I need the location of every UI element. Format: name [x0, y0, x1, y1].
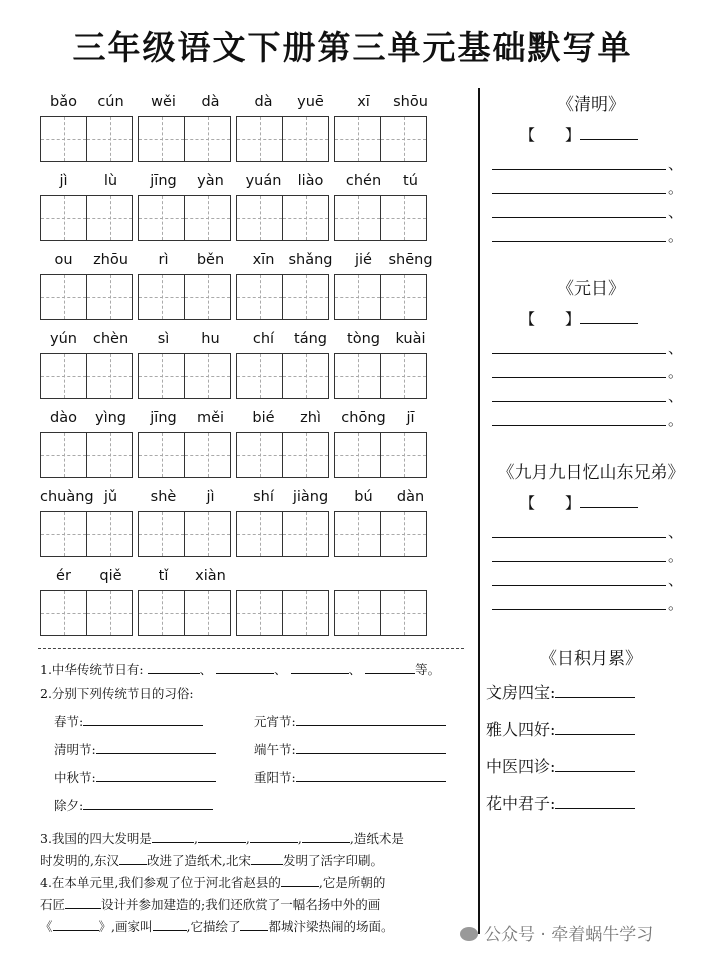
answer-blank[interactable]: [148, 660, 200, 674]
poem-column: [486, 88, 696, 822]
writing-box[interactable]: [40, 590, 87, 636]
pinyin-syllable: táng: [294, 331, 327, 347]
questions-section: [40, 660, 470, 938]
verse-line[interactable]: 。: [486, 174, 696, 198]
word-box-pair: [40, 195, 133, 241]
pinyin-syllable: tǐ: [158, 568, 169, 584]
writing-box[interactable]: [236, 353, 283, 399]
festival-item: 春节:: [54, 712, 203, 740]
writing-box[interactable]: [236, 590, 283, 636]
answer-blank[interactable]: [365, 660, 415, 674]
writing-box[interactable]: [236, 274, 283, 320]
writing-box[interactable]: [236, 432, 283, 478]
writing-box[interactable]: [380, 353, 427, 399]
pinyin-syllable: chōng: [341, 410, 386, 426]
word-box-pair: [236, 195, 329, 241]
author-line: 【 】: [520, 304, 696, 334]
pinyin-syllable: zhōu: [93, 252, 128, 268]
pinyin-syllable: dàn: [396, 489, 425, 505]
pinyin-row: [40, 252, 440, 331]
word-box-pair: [236, 511, 329, 557]
word-box-pair: [138, 116, 231, 162]
pinyin-syllable: jié: [355, 252, 372, 268]
pinyin-syllable: tú: [403, 173, 418, 189]
writing-box[interactable]: [40, 195, 87, 241]
pinyin-row: [40, 568, 440, 647]
writing-box[interactable]: [380, 432, 427, 478]
verse-line[interactable]: 、: [486, 334, 696, 358]
writing-box[interactable]: [282, 195, 329, 241]
writing-box[interactable]: [282, 511, 329, 557]
writing-box[interactable]: [334, 511, 381, 557]
pinyin-syllable: yàn: [197, 173, 224, 189]
pinyin-syllable: [287, 568, 334, 588]
pinyin-syllable: xī: [357, 94, 370, 110]
pinyin-syllable: ér: [56, 568, 71, 584]
pinyin-syllable: [340, 568, 387, 588]
writing-box[interactable]: [380, 116, 427, 162]
word-box-pair: [40, 353, 133, 399]
author-line: 【 】: [520, 120, 696, 150]
word-box-pair: [138, 274, 231, 320]
verse-line[interactable]: 。: [486, 222, 696, 246]
answer-blank[interactable]: [216, 660, 274, 674]
writing-box[interactable]: [184, 195, 231, 241]
writing-box[interactable]: [138, 511, 185, 557]
pinyin-syllable: měi: [196, 410, 225, 426]
writing-box[interactable]: [184, 353, 231, 399]
word-box-pair: [236, 116, 329, 162]
word-box-pair: [40, 590, 133, 636]
pinyin-syllable: jīng: [150, 173, 177, 189]
word-box-pair: [40, 511, 133, 557]
word-box-pair: [334, 274, 427, 320]
pinyin-syllable: chí: [252, 331, 275, 347]
pinyin-syllable: jīng: [150, 410, 177, 426]
accumulation-item: 文房四宝:: [486, 674, 696, 711]
writing-box[interactable]: [184, 274, 231, 320]
pinyin-syllable: zhì: [300, 410, 321, 426]
poem-jiuyuejiuri: [486, 458, 696, 614]
word-box-pair: [334, 432, 427, 478]
pinyin-syllable: shè: [150, 489, 177, 505]
writing-box[interactable]: [40, 511, 87, 557]
pinyin-syllable: chén: [345, 173, 382, 189]
pinyin-syllable: kuài: [395, 331, 426, 347]
word-box-pair: [334, 590, 427, 636]
pinyin-syllable: jì: [206, 489, 215, 505]
verse-line[interactable]: 、: [486, 150, 696, 174]
writing-box[interactable]: [40, 432, 87, 478]
writing-box[interactable]: [184, 590, 231, 636]
writing-box[interactable]: [86, 274, 133, 320]
word-box-pair: [40, 116, 133, 162]
question-3: 3.我国的四大发明是 , , , ,造纸术是 时发明的,东汉 改进了造纸术,北宋 发明了活字印刷。: [40, 831, 404, 868]
word-box-pair: [40, 432, 133, 478]
daily-accumulation: [486, 644, 696, 822]
pinyin-syllable: bǎo: [50, 94, 77, 110]
pinyin-syllable: chèn: [92, 331, 129, 347]
accumulation-title: 《日积月累》: [540, 649, 642, 669]
writing-box[interactable]: [138, 116, 185, 162]
pinyin-syllable: sì: [157, 331, 170, 347]
pinyin-row: [40, 489, 440, 568]
word-box-pair: [334, 511, 427, 557]
accumulation-item: 花中君子:: [486, 785, 696, 822]
word-box-pair: [236, 274, 329, 320]
pinyin-syllable: dào: [50, 410, 77, 426]
writing-box[interactable]: [236, 511, 283, 557]
word-box-pair: [334, 116, 427, 162]
verse-line[interactable]: 、: [486, 518, 696, 542]
pinyin-syllable: shōu: [393, 94, 428, 110]
poem-qingming: [486, 90, 696, 246]
festival-customs: [54, 708, 470, 824]
pinyin-grid: [40, 94, 440, 647]
writing-box[interactable]: [282, 432, 329, 478]
pinyin-syllable: běn: [196, 252, 225, 268]
poem-title: 《九月九日忆山东兄弟》: [497, 463, 685, 483]
writing-box[interactable]: [184, 116, 231, 162]
writing-box[interactable]: [334, 274, 381, 320]
festival-item: 重阳节:: [254, 768, 446, 796]
writing-box[interactable]: [334, 590, 381, 636]
writing-box[interactable]: [184, 432, 231, 478]
pinyin-syllable: cún: [97, 94, 124, 110]
accumulation-item: 中医四诊:: [486, 748, 696, 785]
writing-box[interactable]: [40, 116, 87, 162]
writing-box[interactable]: [334, 116, 381, 162]
pinyin-syllable: [387, 568, 434, 588]
poem-title: 《清明》: [557, 95, 625, 115]
writing-box[interactable]: [86, 590, 133, 636]
wechat-icon: [460, 927, 478, 941]
page-title: 三年级语文下册第三单元基础默写单: [72, 28, 633, 67]
poem-yuanri: [486, 274, 696, 430]
pinyin-row: [40, 331, 440, 410]
pinyin-syllable: jī: [406, 410, 415, 426]
pinyin-syllable: wěi: [151, 94, 176, 110]
writing-box[interactable]: [282, 353, 329, 399]
pinyin-syllable: jiàng: [292, 489, 329, 505]
pinyin-row: [40, 410, 440, 489]
pinyin-syllable: [240, 568, 287, 588]
word-box-pair: [236, 590, 329, 636]
writing-box[interactable]: [334, 432, 381, 478]
word-box-pair: [334, 353, 427, 399]
pinyin-row: [40, 173, 440, 252]
word-box-pair: [138, 432, 231, 478]
pinyin-syllable: chuàng: [40, 489, 94, 505]
pinyin-syllable: lù: [103, 173, 118, 189]
festival-item: 除夕:: [54, 796, 213, 824]
verse-line[interactable]: 。: [486, 406, 696, 430]
writing-box[interactable]: [282, 116, 329, 162]
writing-box[interactable]: [40, 274, 87, 320]
pinyin-syllable: shí: [253, 489, 274, 505]
verse-line[interactable]: 、: [486, 566, 696, 590]
pinyin-syllable: shēng: [388, 252, 433, 268]
festival-item: 中秋节:: [54, 768, 216, 796]
verse-line[interactable]: 。: [486, 542, 696, 566]
writing-box[interactable]: [40, 353, 87, 399]
verse-line[interactable]: 、: [486, 198, 696, 222]
pinyin-syllable: hu: [201, 331, 220, 347]
pinyin-syllable: jǔ: [103, 489, 118, 505]
pinyin-syllable: dà: [201, 94, 220, 110]
verse-line[interactable]: 、: [486, 382, 696, 406]
writing-box[interactable]: [282, 274, 329, 320]
verse-line[interactable]: 。: [486, 358, 696, 382]
festival-item: 元宵节:: [254, 712, 446, 740]
dashed-divider: [38, 648, 464, 649]
writing-box[interactable]: [334, 353, 381, 399]
writing-box[interactable]: [236, 195, 283, 241]
pinyin-syllable: dà: [254, 94, 273, 110]
writing-box[interactable]: [380, 590, 427, 636]
watermark: 公众号 · 牵着蜗牛学习: [460, 920, 653, 945]
writing-box[interactable]: [138, 432, 185, 478]
question-4: 4.在本单元里,我们参观了位于河北省赵县的 ,它是所朝的 石匠 设计并参加建造的;我们还欣赏了一幅名扬中外的画 《 》,画家叫 ,它描绘了 都城汴梁热闹的场面。: [40, 875, 394, 934]
word-box-pair: [138, 195, 231, 241]
festival-item: 清明节:: [54, 740, 216, 768]
pinyin-syllable: yuán: [245, 173, 282, 189]
pinyin-syllable: bié: [252, 410, 275, 426]
pinyin-syllable: liào: [297, 173, 324, 189]
accumulation-item: 雅人四好:: [486, 711, 696, 748]
writing-box[interactable]: [184, 511, 231, 557]
word-box-pair: [236, 353, 329, 399]
word-box-pair: [138, 353, 231, 399]
word-box-pair: [40, 274, 133, 320]
question-2: 2.分别下列传统节日的习俗:: [40, 686, 194, 701]
writing-box[interactable]: [236, 116, 283, 162]
vertical-divider: [478, 88, 480, 934]
author-line: 【 】: [520, 488, 696, 518]
poem-title: 《元日》: [557, 279, 625, 299]
writing-box[interactable]: [86, 353, 133, 399]
writing-box[interactable]: [334, 195, 381, 241]
word-box-pair: [334, 195, 427, 241]
festival-item: 端午节:: [254, 740, 446, 768]
writing-box[interactable]: [138, 353, 185, 399]
writing-box[interactable]: [138, 274, 185, 320]
pinyin-syllable: xīn: [252, 252, 275, 268]
writing-box[interactable]: [86, 432, 133, 478]
writing-box[interactable]: [138, 590, 185, 636]
word-box-pair: [138, 511, 231, 557]
pinyin-syllable: yìng: [94, 410, 126, 426]
pinyin-syllable: qiě: [99, 568, 122, 584]
writing-box[interactable]: [138, 195, 185, 241]
question-1: 1.中华传统节日有: 、 、 、 等。: [40, 662, 441, 677]
pinyin-syllable: bú: [354, 489, 373, 505]
pinyin-row: [40, 94, 440, 173]
pinyin-syllable: ou: [54, 252, 73, 268]
writing-box[interactable]: [86, 195, 133, 241]
pinyin-syllable: shǎng: [288, 252, 333, 268]
writing-box[interactable]: [86, 116, 133, 162]
writing-box[interactable]: [380, 511, 427, 557]
writing-box[interactable]: [86, 511, 133, 557]
answer-blank[interactable]: [291, 660, 349, 674]
word-box-pair: [138, 590, 231, 636]
writing-box[interactable]: [380, 195, 427, 241]
writing-box[interactable]: [282, 590, 329, 636]
word-box-pair: [236, 432, 329, 478]
pinyin-syllable: yún: [50, 331, 77, 347]
pinyin-syllable: yuē: [297, 94, 324, 110]
pinyin-syllable: xiàn: [195, 568, 226, 584]
pinyin-syllable: tòng: [347, 331, 380, 347]
pinyin-syllable: rì: [158, 252, 169, 268]
pinyin-syllable: jì: [59, 173, 68, 189]
verse-line[interactable]: 。: [486, 590, 696, 614]
writing-box[interactable]: [380, 274, 427, 320]
